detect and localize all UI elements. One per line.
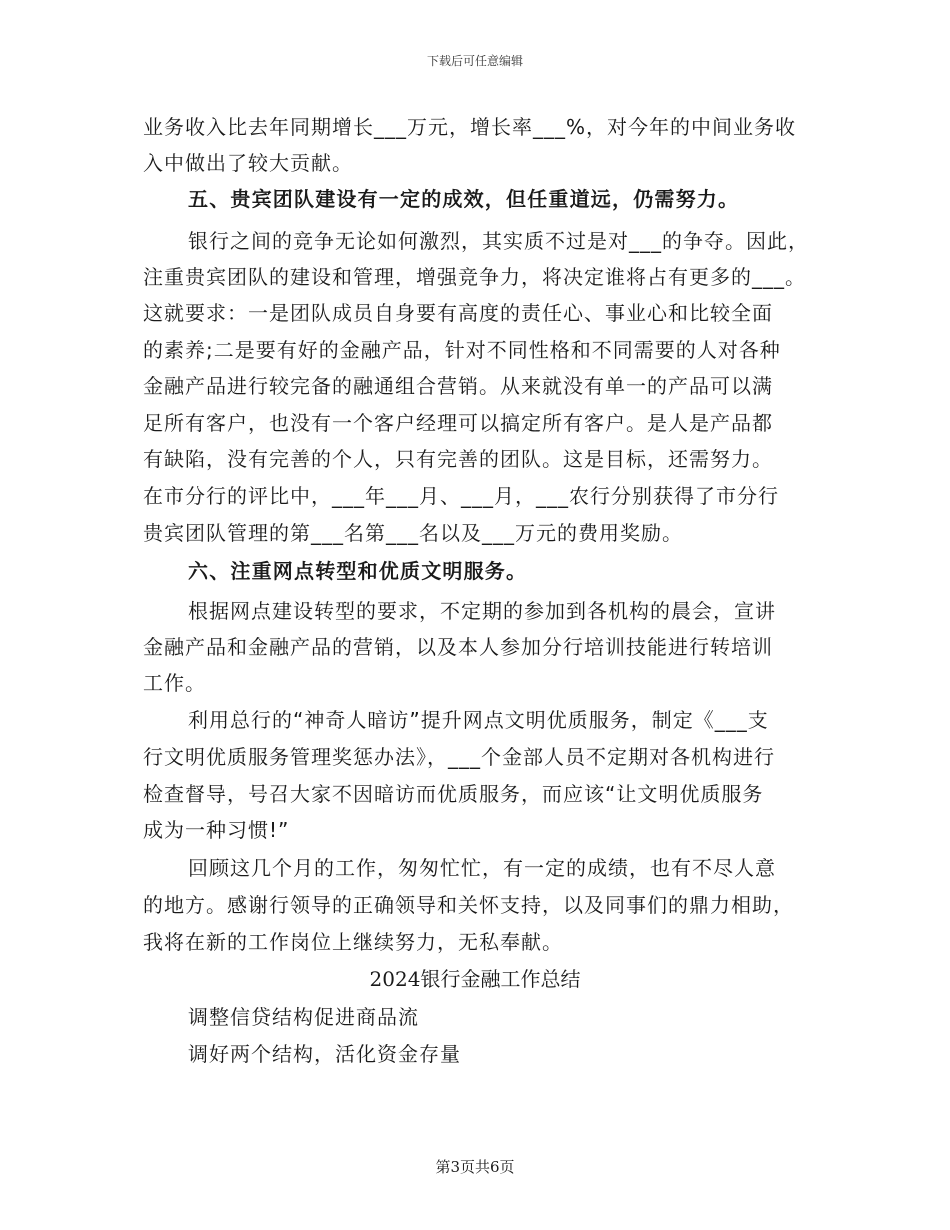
body-line: 注重贵宾团队的建设和管理，增强竞争力，将决定谁将占有更多的___。: [143, 265, 806, 289]
body-line: 金融产品和金融产品的营销，以及本人参加分行培训技能进行转培训: [143, 635, 773, 659]
body-line: 行文明优质服务管理奖惩办法》，___个金部人员不定期对各机构进行: [143, 745, 775, 769]
body-line: 利用总行的“神奇人暗访”提升网点文明优质服务，制定《___支: [188, 708, 769, 732]
page-header-note: 下载后可任意编辑: [426, 54, 523, 68]
body-line: 工作。: [143, 671, 206, 695]
document-title: 2024银行金融工作总结: [369, 967, 581, 991]
body-line: 的地方。感谢行领导的正确领导和关怀支持，以及同事们的鼎力相助，: [143, 893, 794, 917]
body-line: 足所有客户，也没有一个客户经理可以搞定所有客户。是人是产品都: [143, 411, 773, 435]
body-line: 调整信贷结构促进商品流: [188, 1005, 419, 1029]
body-line: 调好两个结构，活化资金存量: [188, 1042, 461, 1066]
body-line: 银行之间的竞争无论如何激烈，其实质不过是对___的争夺。因此，: [188, 229, 809, 253]
body-line: 业务收入比去年同期增长___万元，增长率___%，对今年的中间业务收: [143, 115, 797, 139]
body-line: 有缺陷，没有完善的个人，只有完善的团队。这是目标，还需努力。: [143, 447, 773, 471]
section-heading-five: 五、贵宾团队建设有一定的成效，但任重道远，仍需努力。: [188, 187, 740, 211]
body-line: 贵宾团队管理的第___名第___名以及___万元的费用奖励。: [143, 521, 683, 545]
body-line: 根据网点建设转型的要求，不定期的参加到各机构的晨会，宣讲: [188, 599, 776, 623]
body-line: 金融产品进行较完备的融通组合营销。从来就没有单一的产品可以满: [143, 374, 773, 398]
body-line: 入中做出了较大贡献。: [143, 151, 353, 175]
body-line: 的素养;二是要有好的金融产品，针对不同性格和不同需要的人对各种: [143, 338, 781, 362]
body-line: 这就要求：一是团队成员自身要有高度的责任心、事业心和比较全面: [143, 301, 773, 325]
body-line: 成为一种习惯!”: [143, 818, 290, 842]
body-line: 检查督导，号召大家不因暗访而优质服务，而应该“让文明优质服务: [143, 782, 764, 806]
section-heading-six: 六、注重网点转型和优质文明服务。: [188, 559, 528, 583]
body-line: 在市分行的评比中，___年___月、___月，___农行分别获得了市分行: [143, 484, 779, 508]
body-line: 我将在新的工作岗位上继续努力，无私奉献。: [143, 930, 563, 954]
body-line: 回顾这几个月的工作，匆匆忙忙，有一定的成绩，也有不尽人意: [188, 856, 776, 880]
page-number: 第3页共6页: [435, 1158, 515, 1176]
